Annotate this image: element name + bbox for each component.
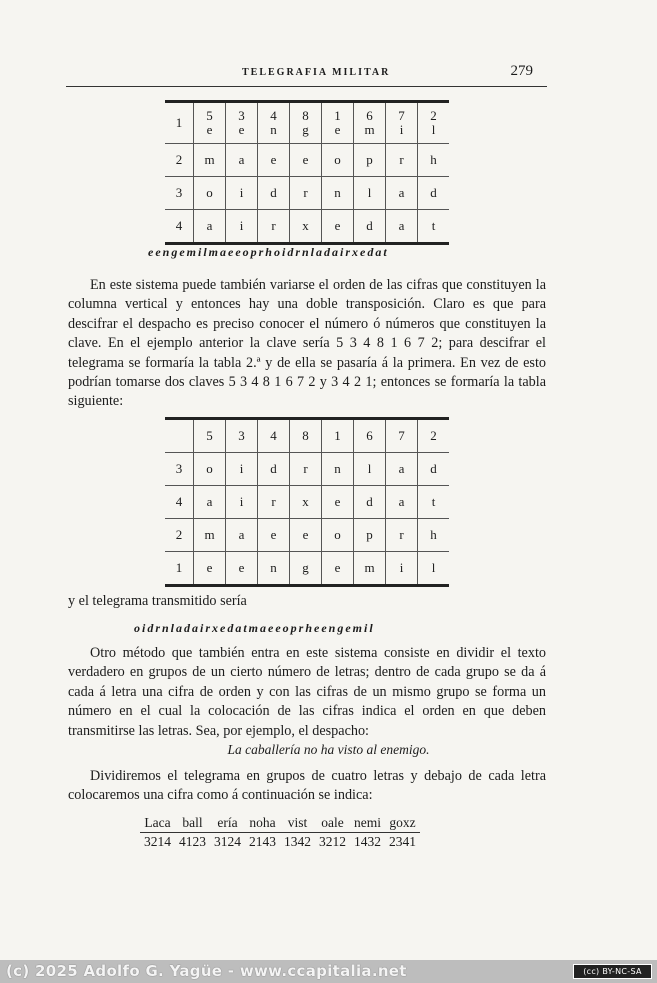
table-row [140, 833, 420, 851]
table-cell: r [258, 210, 290, 244]
table-cell: r [386, 144, 418, 177]
cipher-table-2 [165, 417, 449, 587]
table-cell: n [322, 177, 354, 210]
table-cell: i [226, 210, 258, 244]
table-cell: d [418, 453, 450, 486]
paragraph-double-transposition: En este sistema puede también variarse el orden de las cifras que constituyen la columna vertical y entonces hay una doble transposición. Claro es que para descifrar el despacho es preciso conocer el número ó números que constituyen la clave. En el ejemplo anterior la clave sería 5 3 4 8 1 6 7 2; para descifrar el telegrama se formaría la tabla 2.ª y de ella se pasaría á la primera. En vez de esto podrían tomarse dos claves 5 3 4 8 1 6 7 2 y 3 4 2 1; entonces se formaría la tabla siguiente: [68, 277, 546, 410]
table-cell: r [386, 519, 418, 552]
table-cell: l [354, 453, 386, 486]
letter-groups-table [140, 815, 420, 850]
table-cell: o [194, 177, 226, 210]
table-cell: p [354, 144, 386, 177]
table-cell: a [386, 486, 418, 519]
table-cell: d [258, 453, 290, 486]
table-cell: 6 [354, 419, 386, 453]
table-row [165, 177, 449, 210]
table-cell: h [418, 144, 450, 177]
group-word: nemi [350, 815, 385, 833]
cipher-table-1 [165, 100, 449, 245]
table-cell: 4 n [258, 102, 290, 144]
table-row [165, 552, 449, 586]
table-cell: a [226, 519, 258, 552]
table-cell: 7 i [386, 102, 418, 144]
running-title: TELEGRAFIA MILITAR [242, 67, 391, 78]
group-word: goxz [385, 815, 420, 833]
cipher-sequence-1: eengemilmaeeoprhoidrnladairxedat [148, 245, 389, 259]
table-cell: 3 [226, 419, 258, 453]
paragraph-division: Dividiremos el telegrama en grupos de cuatro letras y debajo de cada letra colocaremos una cifra como á continuación se indica: [68, 768, 546, 804]
table-cell: i [386, 552, 418, 586]
table-row [165, 519, 449, 552]
group-number: 3214 [144, 834, 171, 849]
table-cell: e [258, 144, 290, 177]
table-cell: d [354, 486, 386, 519]
table-cell: 5 e [194, 102, 226, 144]
table-cell: 7 [386, 419, 418, 453]
table-cell: r [290, 177, 322, 210]
table-cell: m [194, 519, 226, 552]
row-label: 1 [165, 102, 194, 144]
license-badge [573, 964, 652, 979]
group-word: noha [245, 815, 280, 833]
copyright-credit: (c) 2025 Adolfo G. Yagüe - www.ccapitalia.net [6, 962, 407, 980]
license-label: (cc) BY-NC-SA [583, 967, 642, 976]
table-cell: a [194, 486, 226, 519]
row-label [165, 419, 194, 453]
running-header [66, 64, 547, 87]
table-cell: d [354, 210, 386, 244]
table-cell: e [258, 519, 290, 552]
table-cell: a [226, 144, 258, 177]
table-cell: 3 e [226, 102, 258, 144]
table-cell: 8 g [290, 102, 322, 144]
table-cell: r [258, 486, 290, 519]
table-cell: e [290, 144, 322, 177]
group-number: 3124 [214, 834, 241, 849]
paragraph-transmitted-intro: y el telegrama transmitido sería [68, 593, 247, 609]
table-cell: 6 m [354, 102, 386, 144]
table-cell: e [322, 210, 354, 244]
table-cell: r [290, 453, 322, 486]
group-number: 1432 [354, 834, 381, 849]
example-sentence: La caballería no ha visto al enemigo. [227, 742, 430, 757]
table-cell: t [418, 210, 450, 244]
table-cell: a [386, 177, 418, 210]
table-cell: o [322, 519, 354, 552]
table-row [165, 144, 449, 177]
page-number: 279 [510, 63, 533, 79]
table-cell: 2 l [418, 102, 450, 144]
group-word: oale [315, 815, 350, 833]
table-cell: x [290, 486, 322, 519]
table-row [165, 486, 449, 519]
row-label: 2 [165, 144, 194, 177]
table-cell: e [290, 519, 322, 552]
table-cell: g [290, 552, 322, 586]
table-cell: d [258, 177, 290, 210]
group-number: 2341 [389, 834, 416, 849]
table-row [140, 815, 420, 833]
table-cell: n [322, 453, 354, 486]
table-cell: 1 [322, 419, 354, 453]
table-cell: o [194, 453, 226, 486]
row-label: 1 [175, 560, 183, 575]
row-label: 3 [165, 177, 194, 210]
row-label: 2 [165, 519, 194, 552]
table-cell: e [322, 552, 354, 586]
table-row [165, 453, 449, 486]
table-cell: t [418, 486, 450, 519]
table-cell: i [226, 453, 258, 486]
table-cell: x [290, 210, 322, 244]
cipher-sequence-2: oidrnladairxedatmaeeoprheengemil [134, 621, 375, 635]
table-cell: e [322, 486, 354, 519]
table-cell: a [194, 210, 226, 244]
group-word: vist [280, 815, 315, 833]
table-cell: e [226, 552, 258, 586]
table-cell: h [418, 519, 450, 552]
group-number: 2143 [249, 834, 276, 849]
table-cell: a [386, 210, 418, 244]
table-cell: e [194, 552, 226, 586]
table-cell: l [354, 177, 386, 210]
group-word: ball [175, 815, 210, 833]
footer-bar [0, 960, 657, 983]
table-cell: 2 [418, 419, 450, 453]
paragraph-group-method: Otro método que también entra en este sistema consiste en dividir el texto verdadero en grupos de un cierto número de letras; dentro de cada grupo se da á cada á letra una cifra de orden y con las cifras de un mismo grupo se forma un número en el cual la colocación de las cifras indica el orden en que deben transmitirse las letras. Sea, por ejemplo, el despacho: [68, 645, 546, 739]
table-cell: 8 [290, 419, 322, 453]
table-cell: i [226, 486, 258, 519]
group-number: 4123 [179, 834, 206, 849]
group-word: Laca [140, 815, 175, 833]
group-number: 1342 [284, 834, 311, 849]
row-label: 4 [175, 218, 183, 233]
table-row [165, 102, 449, 144]
group-number: 3212 [319, 834, 346, 849]
table-row [165, 419, 449, 453]
table-cell: 1 e [322, 102, 354, 144]
table-cell: l [418, 552, 450, 586]
table-cell: m [354, 552, 386, 586]
table-cell: m [194, 144, 226, 177]
table-cell: i [226, 177, 258, 210]
table-row [165, 210, 449, 244]
table-cell: n [258, 552, 290, 586]
row-label: 4 [165, 486, 194, 519]
table-cell: 5 [194, 419, 226, 453]
group-word: ería [210, 815, 245, 833]
row-label: 3 [165, 453, 194, 486]
table-cell: o [322, 144, 354, 177]
table-cell: 4 [258, 419, 290, 453]
table-cell: p [354, 519, 386, 552]
table-cell: a [386, 453, 418, 486]
table-cell: d [418, 177, 450, 210]
